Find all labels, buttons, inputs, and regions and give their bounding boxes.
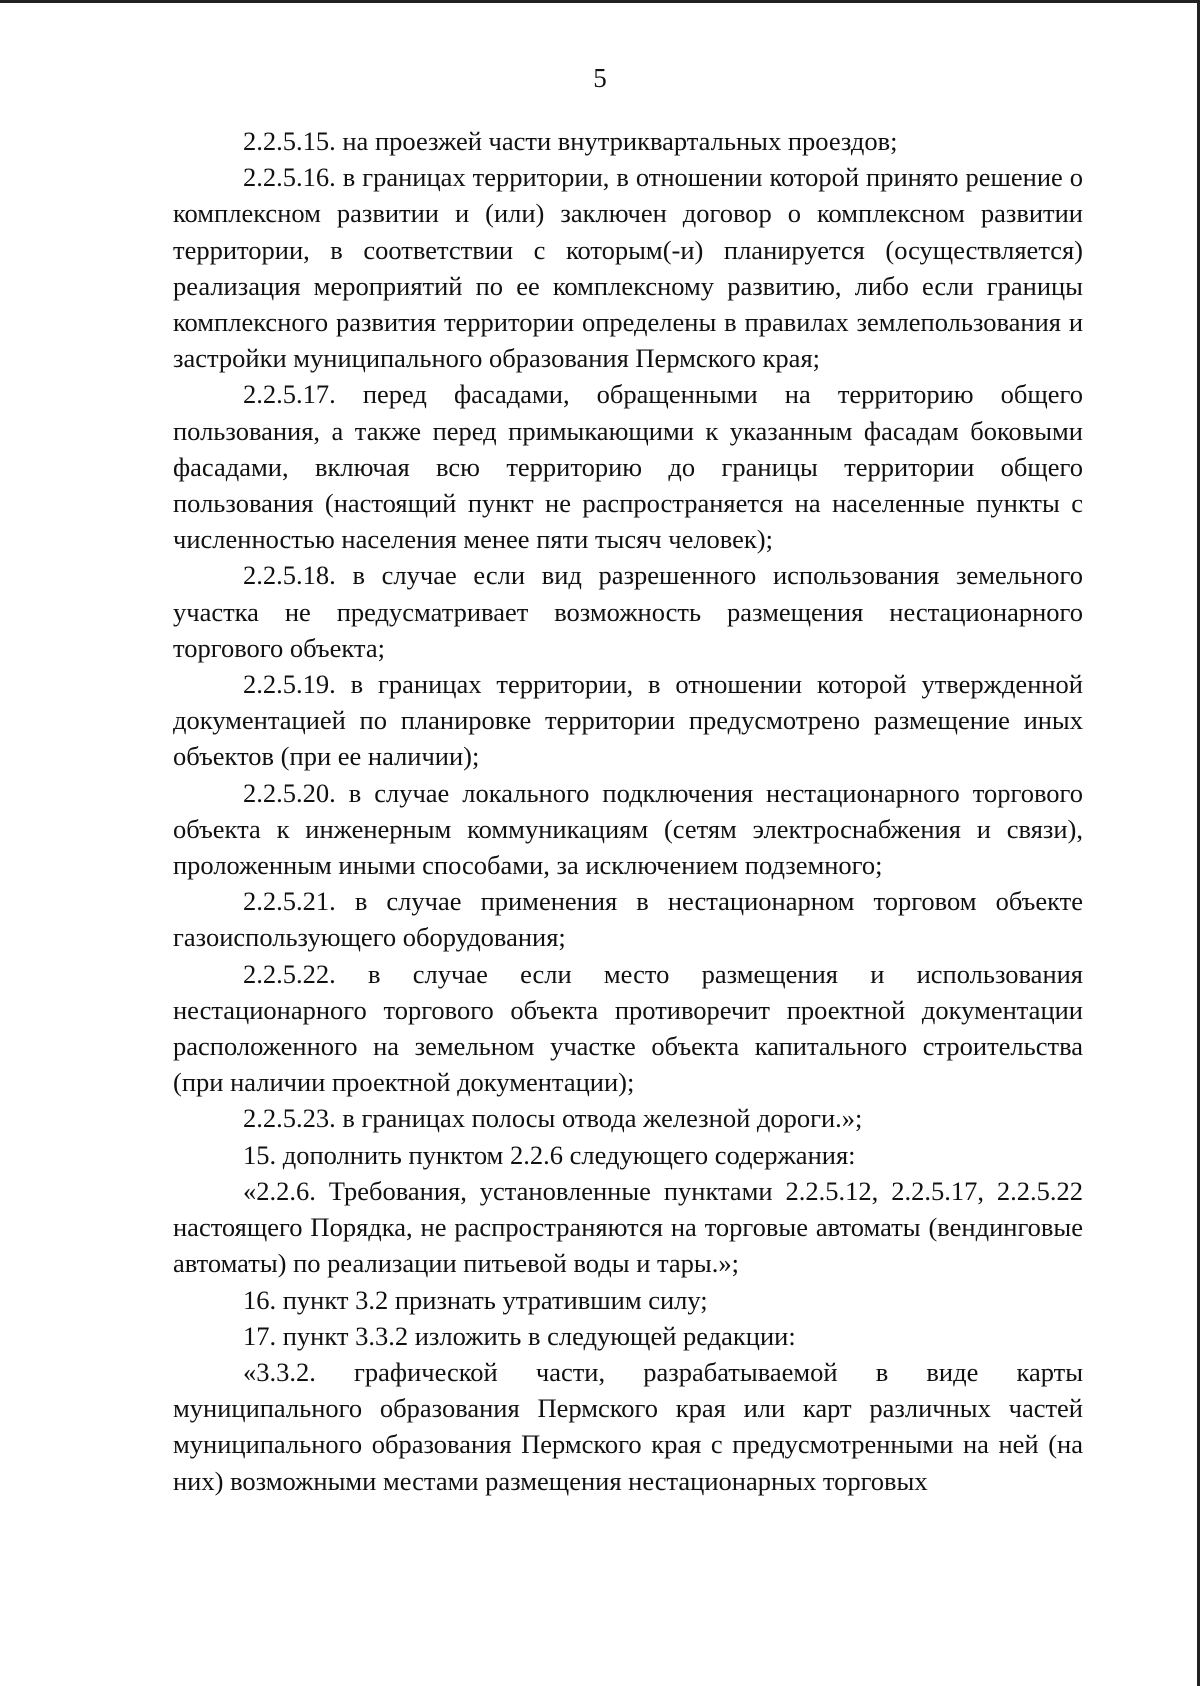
page-number: 5 <box>593 63 607 93</box>
paragraph-2-2-5-23: 2.2.5.23. в границах полосы отвода железной дороги.»; <box>243 1103 863 1134</box>
paragraph-2-2-5-17: 2.2.5.17. перед фасадами, обращенными на территорию общего пользования, а также перед примыкающими к указанным фасадам боковыми фасадами, включая всю территорию до границы территории общего пользования (настоящий пункт не распространяется на населенные пункты с численностью населения менее пяти тысяч человек); <box>173 379 1083 555</box>
paragraph-2-2-5-15: 2.2.5.15. на проезжей части внутриквартальных проездов; <box>243 126 898 156</box>
document-body <box>173 123 1083 1499</box>
paragraph-2-2-5-20: 2.2.5.20. в случае локального подключения нестационарного торгового объекта к инженерным коммуникациям (сетям электроснабжения и связи), проложенным иными способами, за исключением подземного; <box>173 777 1083 881</box>
paragraph-item-15: 15. дополнить пунктом 2.2.6 следующего содержания: <box>243 1139 856 1170</box>
paragraph-2-2-5-16: 2.2.5.16. в границах территории, в отношении которой принято решение о комплексном развитии и (или) заключен договор о комплексном развитии территории, в соответствии с которым(-и) планируется (осуществляется) реализация мероприятий по ее комплексному развитию, либо если границы комплексного развития территории определены в правилах землепользования и застройки муниципального образования Пермского края; <box>173 162 1083 374</box>
paragraph-2-2-6: «2.2.6. Требования, установленные пунктами 2.2.5.12, 2.2.5.17, 2.2.5.22 настоящего Порядка, не распространяются на торговые автоматы (вендинговые автоматы) по реализации питьевой воды и тары.»; <box>173 1175 1083 1279</box>
paragraph-item-17: 17. пункт 3.3.2 изложить в следующей редакции: <box>243 1320 796 1351</box>
paragraph-3-3-2: «3.3.2. графической части, разрабатываемой в виде карты муниципального образования Пермского края или карт различных частей муниципального образования Пермского края с предусмотренными на ней (на них) возможными местами размещения нестационарных торговых <box>173 1356 1083 1496</box>
paragraph-2-2-5-21: 2.2.5.21. в случае применения в нестационарном торговом объекте газоиспользующего оборудования; <box>173 886 1083 953</box>
paragraph-2-2-5-22: 2.2.5.22. в случае если место размещения и использования нестационарного торгового объекта противоречит проектной документации расположенного на земельном участке объекта капитального строительства (при наличии проектной документации); <box>173 958 1083 1098</box>
paragraph-2-2-5-19: 2.2.5.19. в границах территории, в отношении которой утвержденной документацией по планировке территории предусмотрено размещение иных объектов (при ее наличии); <box>173 669 1083 772</box>
paragraph-2-2-5-18: 2.2.5.18. в случае если вид разрешенного использования земельного участка не предусматривает возможность размещения нестационарного торгового объекта; <box>173 560 1083 663</box>
paragraph-item-16: 16. пункт 3.2 признать утратившим силу; <box>243 1284 708 1315</box>
